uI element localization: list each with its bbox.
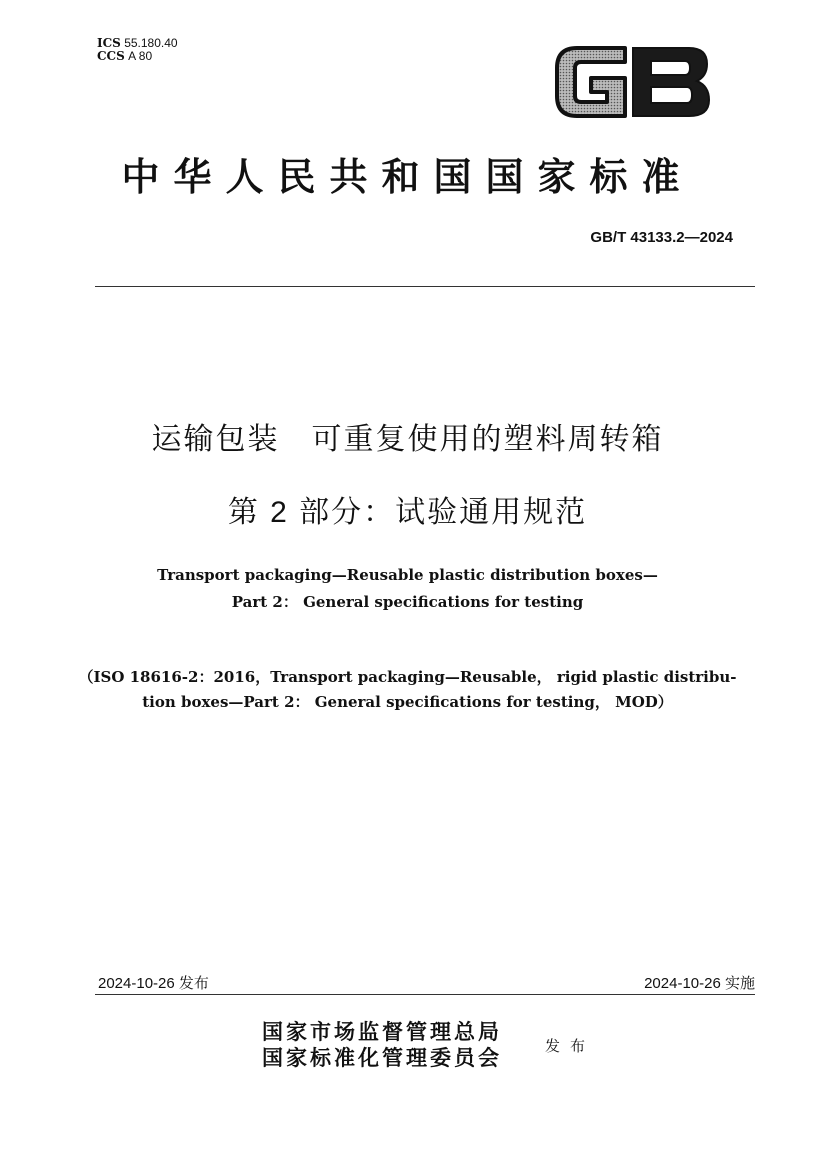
gb-logo xyxy=(553,44,711,120)
issuer-samr: 国家市场监督管理总局 xyxy=(262,1019,502,1044)
iso-reference-line-1: （ISO 18616-2：2016，Transport packaging—Reusable， rigid plastic distribu- xyxy=(78,668,737,686)
implement-date: 2024-10-26 实施 xyxy=(644,975,755,992)
header-divider xyxy=(95,286,755,287)
ccs-label: CCS xyxy=(97,49,125,63)
standard-number: GB/T 43133.2—2024 xyxy=(590,229,733,246)
chinese-title-line-2: 第 2 部分：试验通用规范 xyxy=(227,496,588,529)
issue-action: 发布 xyxy=(545,1037,596,1055)
iso-reference-line-2: tion boxes—Part 2： General specifications for testing， MOD） xyxy=(142,693,673,711)
national-standard-title: 中华人民共和国国家标准 xyxy=(121,154,694,199)
ics-code: 55.180.40 xyxy=(124,36,178,50)
classification-codes xyxy=(97,37,178,63)
gb-logo-graphic xyxy=(553,44,711,120)
ccs-line xyxy=(97,50,178,63)
english-title-line-1: Transport packaging—Reusable plastic distribution boxes— xyxy=(157,566,658,584)
ics-label: ICS xyxy=(97,36,121,50)
ccs-code: A 80 xyxy=(128,49,153,63)
english-title-line-2: Part 2： General specifications for testing xyxy=(231,593,584,611)
footer-divider xyxy=(95,994,755,995)
issuer-sac: 国家标准化管理委员会 xyxy=(262,1045,502,1070)
chinese-title-line-1: 运输包装 可重复使用的塑料周转箱 xyxy=(151,423,664,456)
publish-date: 2024-10-26 发布 xyxy=(98,975,209,992)
